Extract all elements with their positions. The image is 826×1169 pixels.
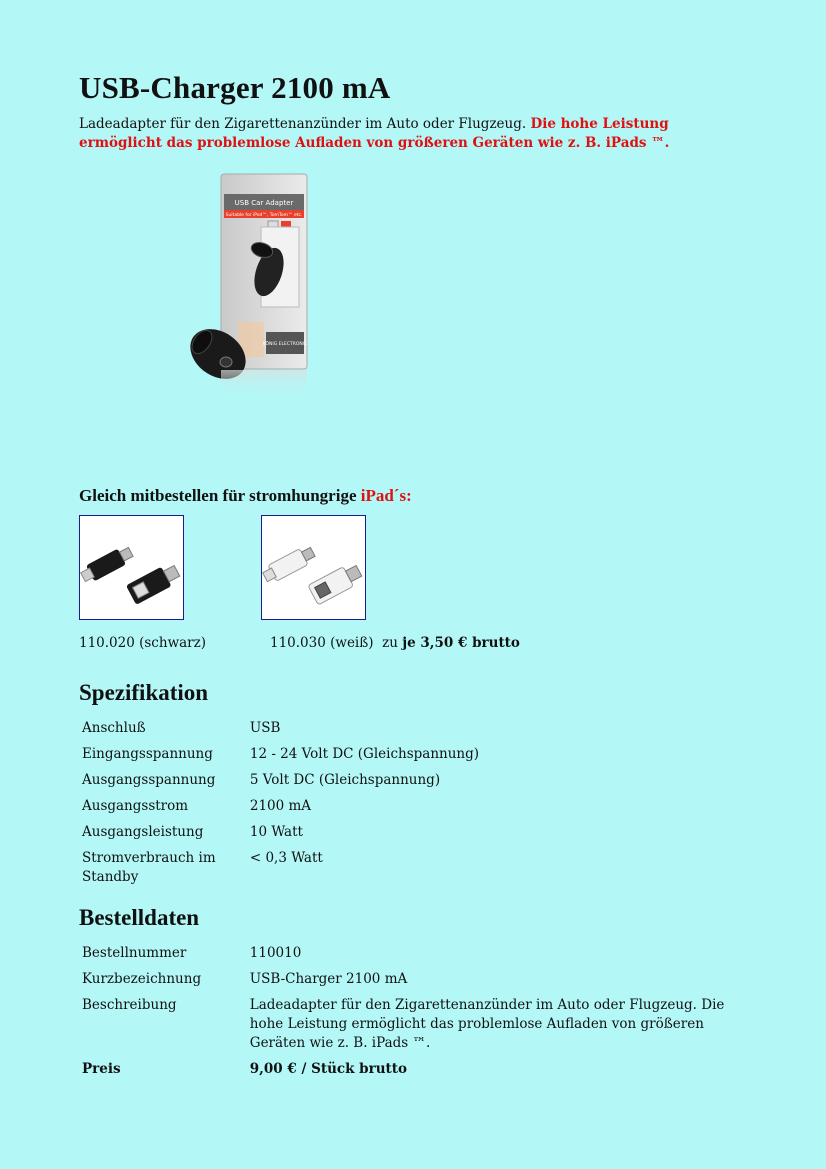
spec-heading: Spezifikation [79, 680, 209, 705]
adapter-black-caption: 110.020 (schwarz) [79, 635, 207, 651]
package-label: USB Car Adapter [234, 199, 294, 207]
order-key: Bestellnummer [82, 945, 187, 961]
price-prefix: zu [382, 635, 398, 651]
spec-value: 2100 mA [249, 798, 312, 814]
order-key: Beschreibung [82, 997, 177, 1013]
order-key: Kurzbezeichnung [82, 971, 202, 987]
intro-normal: Ladeadapter für den Zigarettenanzünder im Auto oder Flugzeug. [79, 116, 527, 132]
price-label: Preis [82, 1061, 121, 1077]
package-brand: KÖNIG ELECTRONIC [262, 342, 308, 347]
price-value: 9,00 € / Stück brutto [249, 1061, 408, 1077]
spec-key: Ausgangsleistung [82, 824, 204, 840]
table-row [79, 1057, 751, 1083]
product-image [166, 172, 326, 402]
order-heading: Bestelldaten [79, 905, 200, 930]
spec-value: USB [249, 720, 281, 736]
spec-value: 5 Volt DC (Gleichspannung) [249, 772, 441, 788]
page-title: USB-Charger 2100 mA [79, 70, 391, 105]
intro-highlight: Die hohe Leistung ermöglicht das problemlose Aufladen von größeren Geräten wie z. B. iPads ™. [79, 116, 670, 151]
order-table [79, 941, 751, 1083]
spec-key: Anschluß [82, 720, 146, 736]
adapter-white-thumbnail[interactable] [261, 515, 366, 620]
order-value: 110010 [249, 945, 302, 961]
spec-key: Ausgangsstrom [82, 798, 189, 814]
table-row [79, 768, 751, 794]
table-row [79, 993, 751, 1057]
order-value: USB-Charger 2100 mA [249, 971, 408, 987]
table-row [79, 716, 751, 742]
spec-key: Ausgangsspannung [82, 772, 216, 788]
package-sub: Suitable for iPod™, TomTom™ etc. [225, 213, 303, 218]
spec-value: 12 - 24 Volt DC (Gleichspannung) [249, 746, 480, 762]
spec-value: 10 Watt [249, 824, 303, 840]
accessory-price: je 3,50 € brutto [402, 635, 520, 651]
intro-text [79, 115, 744, 153]
spec-value: < 0,3 Watt [249, 850, 323, 866]
accessories-heading-highlight: iPad´s: [360, 486, 412, 505]
adapter-black-thumbnail[interactable] [79, 515, 184, 620]
order-value: Ladeadapter für den Zigarettenanzünder im Auto oder Flugzeug. Die hohe Leistung ermöglicht das problemlose Aufladen von größeren Geräten wie z. B. iPads ™. [249, 997, 725, 1051]
accessories-heading: Gleich mitbestellen für stromhungrige iPad´s: [79, 486, 412, 505]
table-row [79, 794, 751, 820]
table-row [79, 967, 751, 993]
table-row [79, 742, 751, 768]
spec-key: Eingangsspannung [82, 746, 213, 762]
spec-key: Stromverbrauch im Standby [82, 850, 216, 885]
table-row [79, 820, 751, 846]
adapter-white-caption: 110.030 (weiß) zu je 3,50 € brutto [270, 635, 520, 651]
table-row [79, 846, 751, 891]
spec-table [79, 716, 751, 891]
table-row [79, 941, 751, 967]
